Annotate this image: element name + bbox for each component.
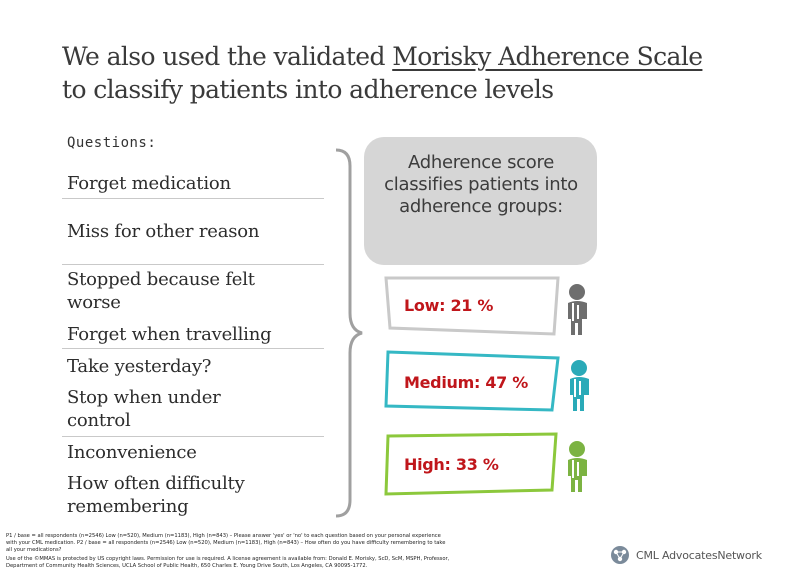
adherence-callout-text: Adherence score classifies patients into adherence groups: [384, 152, 578, 217]
footnote-line: with your CML medication. P2 / base = all respondents (n=2546) Low (n=520), Medium (n=1183), High (n=843) – How often do you have difficulty remembering to take [6, 540, 446, 546]
curly-brace-icon [330, 148, 364, 518]
person-medium-icon [562, 359, 594, 413]
footnote-line: all your medications? [6, 547, 62, 553]
question-item: Take yesterday? [67, 356, 212, 377]
question-item: Stopped because felt worse [67, 269, 255, 313]
person-high-icon [560, 440, 592, 494]
question-item: How often difficulty remembering [67, 473, 245, 517]
question-item: Inconvenience [67, 442, 197, 463]
footnote-line: Department of Community Health Sciences, UCLA School of Public Health, 650 Charles E. Young Drive South, Los Angeles, CA 90095-1772. [6, 563, 368, 569]
logo-text: CML AdvocatesNetwork [636, 548, 762, 562]
question-divider [62, 436, 324, 437]
footnote-line: Use of the ©MMAS is protected by US copyright laws. Permission for use is required. A license agreement is available from: Donald E. Morisky, ScD, ScM, MSPH, Professor, [6, 556, 450, 562]
high-group-label: High: 33 % [404, 455, 499, 474]
title-prefix: We also used the validated [62, 42, 393, 71]
question-item: Stop when under control [67, 387, 221, 431]
cml-advocates-logo [610, 543, 802, 567]
question-divider [62, 264, 324, 265]
slide-title [62, 40, 762, 106]
questions-heading: Questions: [67, 135, 157, 151]
morisky-scale-link[interactable]: Morisky Adherence Scale [392, 42, 703, 71]
low-group-label: Low: 21 % [404, 296, 494, 315]
question-item: Miss for other reason [67, 221, 260, 242]
question-item: Forget when travelling [67, 324, 272, 345]
question-divider [62, 198, 324, 199]
title-line-2: to classify patients into adherence levels [62, 75, 554, 104]
question-divider [62, 348, 324, 349]
network-logo-icon [610, 545, 630, 565]
question-item: Forget medication [67, 173, 231, 194]
footnote-line: P1 / base = all respondents (n=2546) Low (n=520), Medium (n=1183), High (n=843) – Please answer 'yes' or 'no' to each question based on your personal experience [6, 533, 441, 539]
medium-group-label: Medium: 47 % [404, 373, 529, 392]
person-low-icon [560, 283, 592, 337]
